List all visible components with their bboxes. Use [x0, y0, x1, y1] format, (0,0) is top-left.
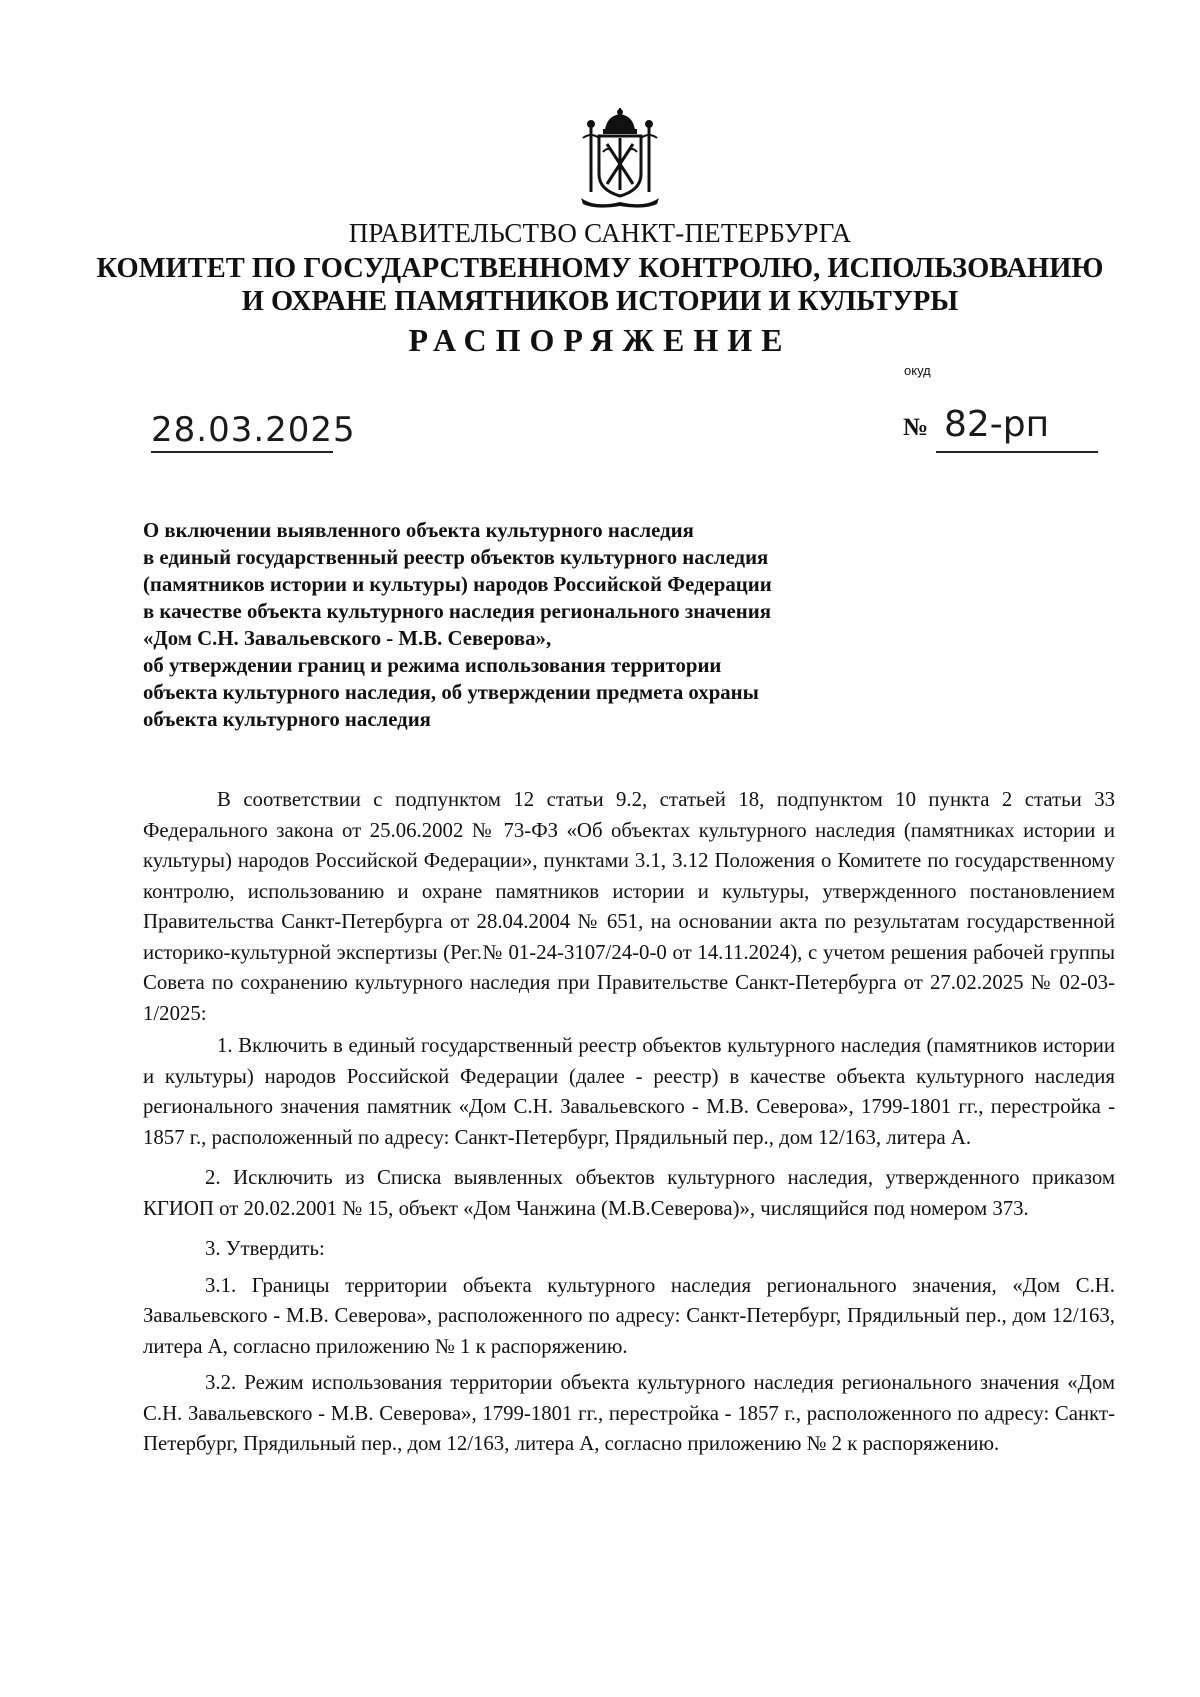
title-line: (памятников истории и культуры) народов Российской Федерации [143, 573, 772, 596]
title-line: «Дом С.Н. Завальевского - М.В. Северова», [143, 627, 552, 650]
date-underline [151, 451, 333, 453]
title-line: объекта культурного наследия [143, 708, 431, 731]
number-sign: № [903, 414, 929, 441]
item-1-paragraph: 1. Включить в единый государственный реестр объектов культурного наследия (памятников истории и культуры) народов Российской Федерации (далее - реестр) в качестве объекта культурного наследия регионального значения памятник «Дом С.Н. Завальевского - М.В. Северова», 1799-1801 гг., перестройка - 1857 г., расположенный по адресу: Санкт-Петербург, Прядильный пер., дом 12/163, литера А. [143, 1034, 1115, 1149]
number-underline [936, 451, 1098, 453]
committee-name-line-1: КОМИТЕТ ПО ГОСУДАРСТВЕННОМУ КОНТРОЛЮ, ИСПОЛЬЗОВАНИЮ [96, 253, 1104, 284]
government-name: ПРАВИТЕЛЬСТВО САНКТ-ПЕТЕРБУРГА [348, 218, 852, 248]
committee-name-line-2: И ОХРАНЕ ПАМЯТНИКОВ ИСТОРИИ И КУЛЬТУРЫ [241, 286, 959, 317]
okud-label: окуд [904, 363, 931, 378]
title-line: об утверждении границ и режима использования территории [143, 654, 722, 677]
document-number: 82-рп [944, 404, 1050, 445]
document-body [143, 785, 1115, 1460]
item-3-2-paragraph: 3.2. Режим использования территории объекта культурного наследия регионального значения «Дом С.Н. Завальевского - М.В. Северова», 1799-1801 гг., перестройка - 1857 г., расположенного по адресу: Санкт-Петербург, Прядильный пер., дом 12/163, литера А, согласно приложению № 2 к распоряжению. [143, 1371, 1115, 1455]
title-line: объекта культурного наследия, об утверждении предмета охраны [143, 681, 759, 704]
title-line: О включении выявленного объекта культурного наследия [143, 519, 694, 542]
item-3-1-paragraph: 3.1. Границы территории объекта культурного наследия регионального значения, «Дом С.Н. Завальевского - М.В. Северова», расположенного по адресу: Санкт-Петербург, Прядильный пер., дом 12/163, литера А, согласно приложению № 1 к распоряжению. [143, 1273, 1115, 1358]
item-2-paragraph: 2. Исключить из Списка выявленных объектов культурного наследия, утвержденного приказом КГИОП от 20.02.2001 № 15, объект «Дом Чанжина (М.В.Северова)», числящийся под номером 373. [143, 1166, 1115, 1220]
item-3-paragraph: 3. Утвердить: [205, 1237, 325, 1260]
document-date: 28.03.2025 [151, 410, 356, 450]
committee-name [0, 252, 1200, 318]
coat-of-arms-icon [575, 108, 665, 210]
preamble-paragraph: В соответствии с подпунктом 12 статьи 9.2, статьей 18, подпунктом 10 пункта 2 статьи 33 Федерального закона от 25.06.2002 № 73-ФЗ «Об объектах культурного наследия (памятниках истории и культуры) народов Российской Федерации», пунктами 3.1, 3.12 Положения о Комитете по государственному контролю, использованию и охране памятников истории и культуры, утвержденного постановлением Правительства Санкт-Петербурга от 28.04.2004 № 651, на основании акта по результатам государственной историко-культурной экспертизы (Рег.№ 01-24-3107/24-0-0 от 14.11.2024), с учетом решения рабочей группы Совета по сохранению культурного наследия при Правительстве Санкт-Петербурга от 27.02.2025 № 02-03-1/2025: [143, 788, 1115, 1025]
document-title [143, 517, 943, 733]
title-line: в единый государственный реестр объектов культурного наследия [143, 546, 769, 569]
document-type: РАСПОРЯЖЕНИЕ [408, 322, 792, 358]
title-line: в качестве объекта культурного наследия регионального значения [143, 600, 771, 623]
